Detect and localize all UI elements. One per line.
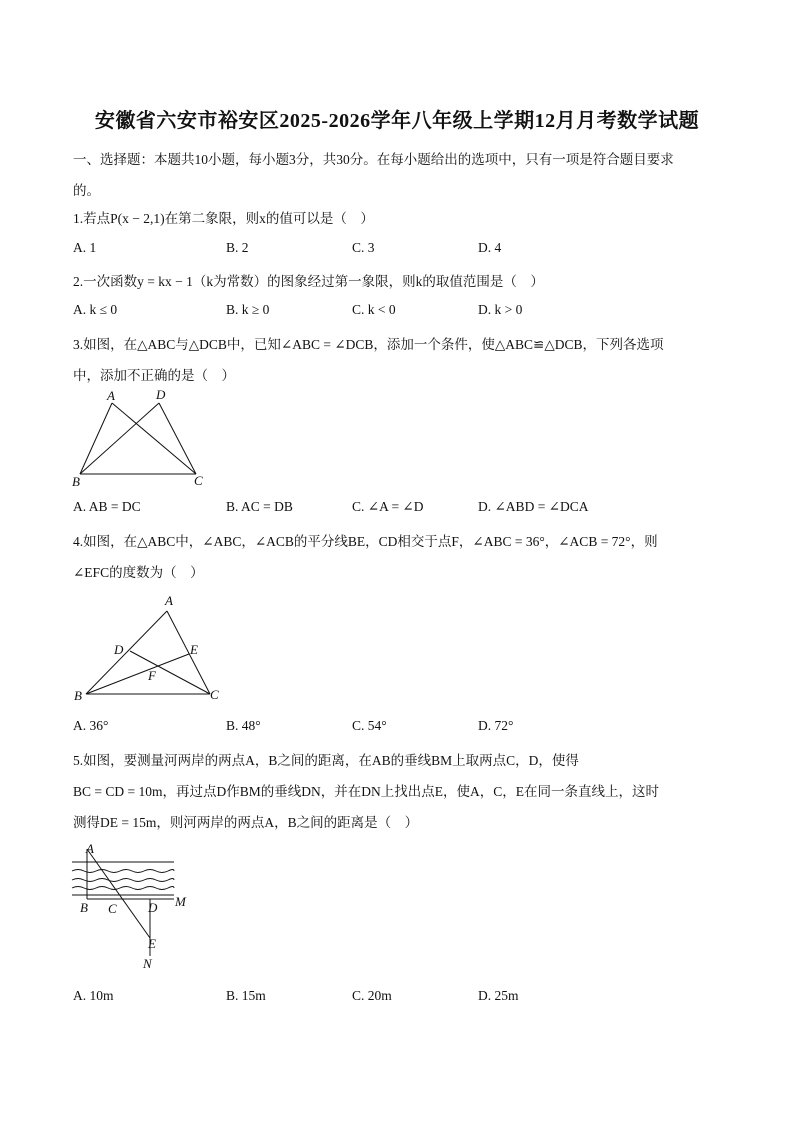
q5-label-a: A [86,841,94,856]
question-4-stem-line-1: 4.如图，在△ABC中，∠ABC，∠ACB的平分线BE，CD相交于点F，∠ABC = 36°，∠ACB = 72°，则 [73,534,658,549]
q4-line-ac [167,611,210,694]
q1-option-c[interactable]: C. 3 [352,240,375,255]
q3-option-b[interactable]: B. AC = DB [226,499,293,514]
q3-figure [70,386,210,490]
q5-option-a[interactable]: A. 10m [73,988,114,1003]
q2-option-c[interactable]: C. k < 0 [352,302,396,317]
q4-label-e: E [190,642,198,657]
q2-option-b[interactable]: B. k ≥ 0 [226,302,270,317]
q4-label-f: F [148,668,156,683]
q4-label-a: A [165,593,173,608]
question-4-stem-line-2: ∠EFC的度数为（ ） [73,565,204,580]
q3-line-ba [80,403,112,474]
q3-label-c: C [194,473,203,488]
question-5-stem-line-1: 5.如图，要测量河两岸的两点A，B之间的距离，在AB的垂线BM上取两点C，D，使得 [73,753,579,768]
q3-label-b: B [72,474,80,489]
question-5-stem-line-2: BC = CD = 10m，再过点D作BM的垂线DN，并在DN上找出点E，使A，C，E在同一条直线上，这时 [73,784,659,799]
q3-label-d: D [156,387,166,402]
q4-label-d: D [114,642,124,657]
q4-option-b[interactable]: B. 48° [226,718,261,733]
section-heading [73,144,723,206]
q1-option-d[interactable]: D. 4 [478,240,502,255]
q5-label-m: M [175,894,186,909]
q4-label-b: B [74,688,82,703]
section-line-2: 的。 [73,183,100,198]
q4-option-a[interactable]: A. 36° [73,718,109,733]
q4-option-c[interactable]: C. 54° [352,718,387,733]
q2-option-a[interactable]: A. k ≤ 0 [73,302,118,317]
q3-line-dc [159,403,196,474]
q3-option-c[interactable]: C. ∠A = ∠D [352,499,424,514]
section-line-1: 一、选择题：本题共10小题，每小题3分，共30分。在每小题给出的选项中，只有一项是符合题目要求 [73,152,674,167]
q5-label-d: D [148,900,158,915]
page-title: 安徽省六安市裕安区2025-2026学年八年级上学期12月月考数学试题 [94,110,700,132]
q3-label-a: A [107,388,115,403]
question-1-stem: 1.若点P(x − 2,1)在第二象限，则x的值可以是（ ） [73,211,374,226]
q2-option-d[interactable]: D. k > 0 [478,302,523,317]
q1-option-a[interactable]: A. 1 [73,240,97,255]
q3-line-ac [112,403,196,474]
q5-label-c: C [108,901,117,916]
question-2-stem: 2.一次函数y = kx − 1（k为常数）的图象经过第一象限，则k的取值范围是（ ） [73,274,544,289]
q3-option-a[interactable]: A. AB = DC [73,499,141,514]
question-3-stem-line-1: 3.如图，在△ABC与△DCB中，已知∠ABC = ∠DCB，添加一个条件，使△ABC≌△DCB，下列各选项 [73,337,664,352]
q3-option-d[interactable]: D. ∠ABD = ∠DCA [478,499,589,514]
question-3-stem-line-2: 中，添加不正确的是（ ） [73,368,235,383]
q4-option-d[interactable]: D. 72° [478,718,514,733]
q5-label-n: N [143,956,152,971]
q5-option-c[interactable]: C. 20m [352,988,392,1003]
q5-figure [68,838,198,978]
q4-label-c: C [210,687,219,702]
q5-option-b[interactable]: B. 15m [226,988,266,1003]
q3-line-bd [80,403,159,474]
q5-label-e: E [148,936,156,951]
q5-label-b: B [80,900,88,915]
q1-option-b[interactable]: B. 2 [226,240,249,255]
question-5-stem-line-3: 测得DE = 15m，则河两岸的两点A，B之间的距离是（ ） [73,815,419,830]
q4-figure [70,590,230,708]
q5-option-d[interactable]: D. 25m [478,988,519,1003]
